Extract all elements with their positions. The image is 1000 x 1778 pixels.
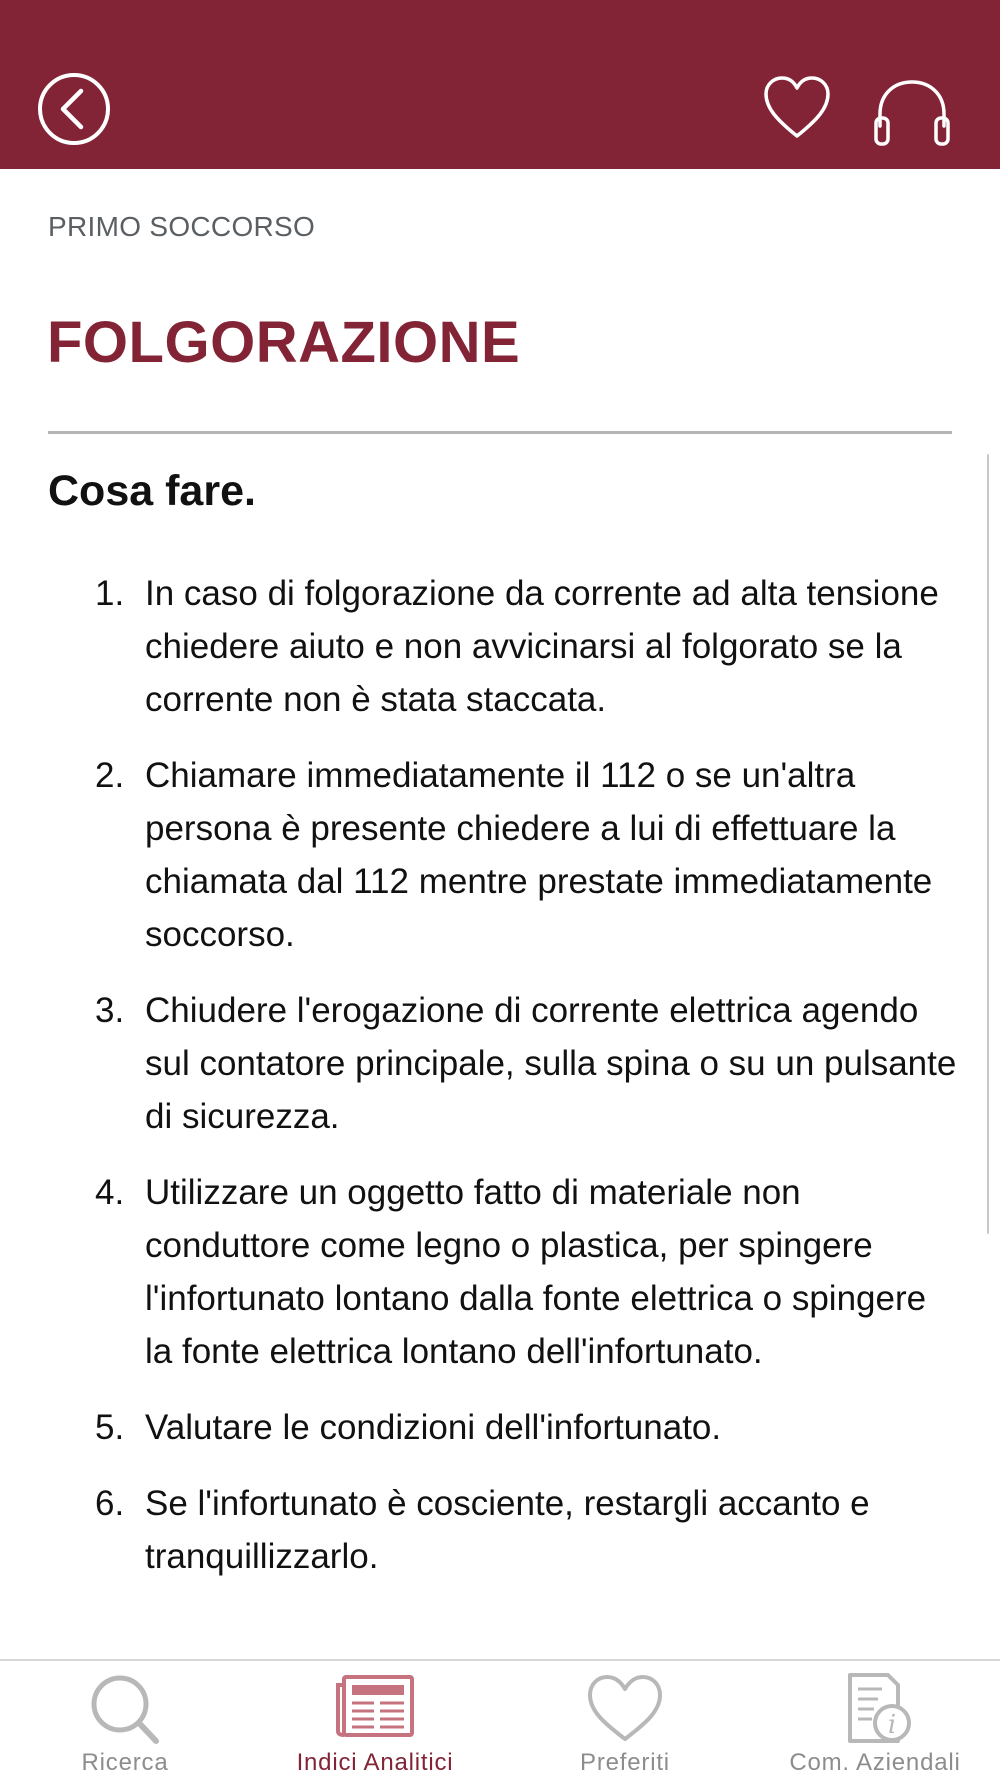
page-title: FOLGORAZIONE [47,310,521,375]
step-text: Chiudere l'erogazione di corrente elettrica agendo sul contatore principale, sulla spina o su un pulsante di sicurezza. [145,991,957,1136]
category-label: PRIMO SOCCORSO [48,211,316,242]
bottom-tab-bar [0,1659,1000,1778]
step-text: Chiamare immediatamente il 112 o se un'altra persona è presente chiedere a lui di effettuare la chiamata dal 112 mentre prestate immediatamente soccorso. [145,756,933,954]
step-number: 3. [95,991,125,1030]
tab-label: Ricerca [81,1749,169,1776]
list-item [0,984,1000,1143]
list-item [0,1166,1000,1378]
headphones-icon [872,78,952,148]
step-number: 5. [95,1408,125,1447]
step-number: 6. [95,1484,125,1523]
tab-label: Com. Aziendali [789,1749,961,1776]
title-divider [48,431,952,434]
tab-ricerca[interactable] [0,1661,250,1778]
favorite-button[interactable] [763,76,831,140]
step-text: Valutare le condizioni dell'infortunato. [145,1408,722,1447]
steps-list [0,567,1000,1606]
step-number: 2. [95,756,125,795]
chevron-left-circle-icon [36,71,112,147]
newspaper-icon [330,1671,420,1751]
section-heading: Cosa fare. [48,467,256,515]
list-item [0,1401,1000,1454]
article-content[interactable] [0,169,1000,1659]
tab-preferiti[interactable] [500,1661,750,1778]
list-item [0,1477,1000,1583]
step-text: Se l'infortunato è cosciente, restargli accanto e tranquillizzarlo. [145,1484,870,1576]
list-item [0,749,1000,961]
audio-button[interactable] [872,78,952,148]
step-number: 1. [95,574,125,613]
tab-label: Preferiti [580,1749,670,1776]
tab-label: Indici Analitici [296,1749,454,1776]
svg-text:i: i [887,1710,897,1740]
document-info-icon [830,1671,920,1751]
list-item [0,567,1000,726]
top-bar [0,0,1000,169]
step-text: Utilizzare un oggetto fatto di materiale non conduttore come legno o plastica, per spingere l'infortunato lontano dalla fonte elettrica o spingere la fonte elettrica lontano dell'infortunato. [145,1173,927,1371]
heart-icon [580,1671,670,1751]
step-text: In caso di folgorazione da corrente ad alta tensione chiedere aiuto e non avvicinarsi al folgorato se la corrente non è stata staccata. [145,574,939,719]
back-button[interactable] [36,71,112,147]
magnifier-icon [80,1671,170,1751]
heart-outline-icon [763,76,831,140]
tab-indici-analitici[interactable] [250,1661,500,1778]
step-number: 4. [95,1173,125,1212]
tab-com-aziendali[interactable] [750,1661,1000,1778]
